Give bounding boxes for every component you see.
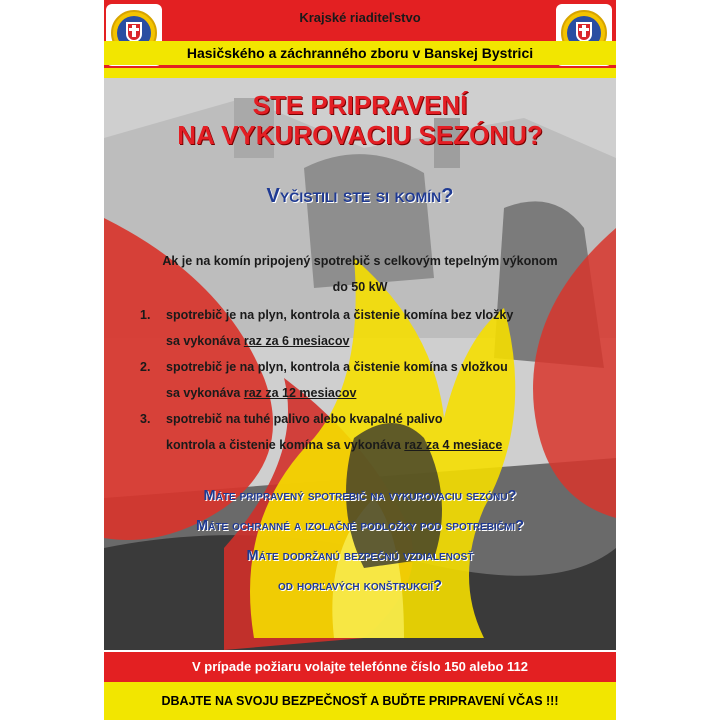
list-item-number: 1. [140,308,151,322]
question-4: od horľavých konštrukcií? [278,578,442,594]
intro-text [104,248,616,300]
intro-line-1: Ak je na komín pripojený spotrebič s celkovým tepelným výkonom [162,254,558,268]
list-item-line-2: sa vykonáva [166,334,244,348]
header-line-2: Hasičského a záchranného zboru v Banskej Bystrici [104,41,616,65]
question-3: Máte dodržanú bezpečnú vzdialenosť [246,548,474,564]
list-item-line-1: spotrebič je na plyn, kontrola a čistenie komína s vložkou [166,360,508,374]
list-item-line-1: spotrebič je na plyn, kontrola a čistenie komína bez vložky [166,308,514,322]
list-item-line-2: kontrola a čistenie komína sa vykonáva [166,438,405,452]
header-yellow-band [104,68,616,78]
intro-line-2: do 50 kW [332,280,388,294]
inspection-rules [104,248,616,452]
chimney-question: Vyčistili ste si komín? [266,185,454,207]
header-line-1: Krajské riaditeľstvo [299,10,421,25]
list-item-interval: raz za 12 mesiacov [243,386,357,400]
safety-slogan-banner: DBAJTE NA SVOJU BEZPEČNOSŤ A BUĎTE PRIPRAVENÍ VČAS !!! [104,682,616,720]
poster-title [104,90,616,150]
list-item-interval: raz za 6 mesiacov [243,334,350,348]
list-item-number: 2. [140,360,151,374]
emergency-phone-banner: V prípade požiaru volajte telefónne číslo 150 alebo 112 [104,652,616,682]
list-item-line-2: sa vykonáva [166,386,244,400]
question-1: Máte pripravený spotrebič na vykurovaciu sezónu? [203,488,517,504]
list-item-interval: raz za 4 mesiace [404,438,503,452]
list-item-line-1: spotrebič na tuhé palivo alebo kvapalné palivo [166,412,443,426]
header-banner [104,0,616,78]
question-2: Máte ochranné a izolačné podložky pod spotrebičmi? [196,518,524,534]
title-line-1: STE PRIPRAVENÍ [252,90,468,120]
list-item-number: 3. [140,412,151,426]
title-line-2: NA VYKUROVACIU SEZÓNU? [177,120,543,150]
fire-safety-poster [104,0,616,720]
